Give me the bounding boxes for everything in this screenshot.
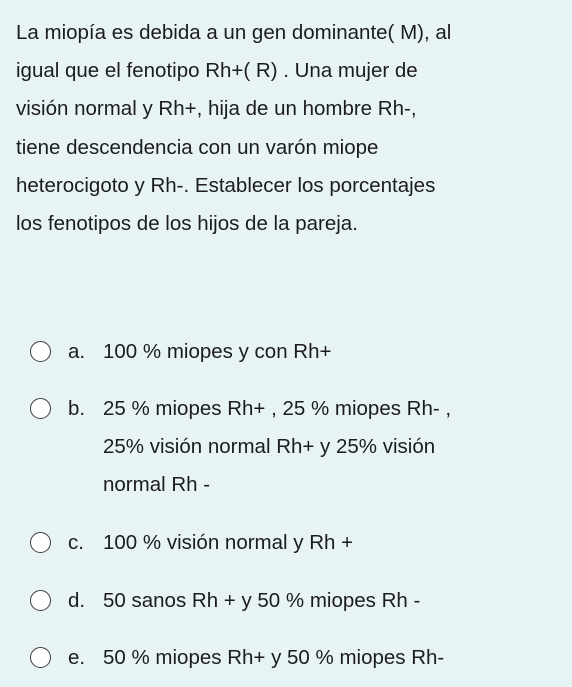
option-text [103,524,353,562]
option-letter: b. [68,397,86,420]
option-c[interactable] [30,524,353,562]
option-b[interactable] [30,390,451,505]
question-line: La miopía es debida a un gen dominante( M), al [16,21,452,44]
option-a[interactable] [30,333,331,371]
option-letter: a. [68,340,86,363]
radio-button-c[interactable] [30,532,51,553]
option-line: 25% visión normal Rh+ y 25% visión [103,435,436,459]
option-text [103,582,420,620]
option-line: 100 % visión normal y Rh + [103,531,354,554]
option-line: 100 % miopes y con Rh+ [103,340,332,363]
option-text [103,333,331,371]
option-letter: c. [68,531,84,554]
question-line: los fenotipos de los hijos de la pareja. [16,212,358,236]
question-line: tiene descendencia con un varón miope [16,135,379,159]
question-line: visión normal y Rh+, hija de un hombre Rh-, [16,97,417,121]
option-line: 25 % miopes Rh+ , 25 % miopes Rh- , [103,397,452,420]
option-d[interactable] [30,582,420,620]
question-line: heterocigoto y Rh-. Establecer los porcentajes [16,173,436,197]
option-text [103,390,451,505]
option-text [103,639,444,677]
option-e[interactable] [30,639,444,677]
option-letter: e. [68,646,86,669]
option-line: 50 sanos Rh + y 50 % miopes Rh - [103,589,421,612]
option-letter: d. [68,589,86,612]
radio-button-a[interactable] [30,341,51,362]
option-line: 50 % miopes Rh+ y 50 % miopes Rh- [103,646,445,669]
question-line: igual que el fenotipo Rh+( R) . Una mujer de [16,59,418,83]
radio-button-d[interactable] [30,590,51,611]
radio-button-b[interactable] [30,398,51,419]
radio-button-e[interactable] [30,647,51,668]
option-line: normal Rh - [103,473,211,497]
